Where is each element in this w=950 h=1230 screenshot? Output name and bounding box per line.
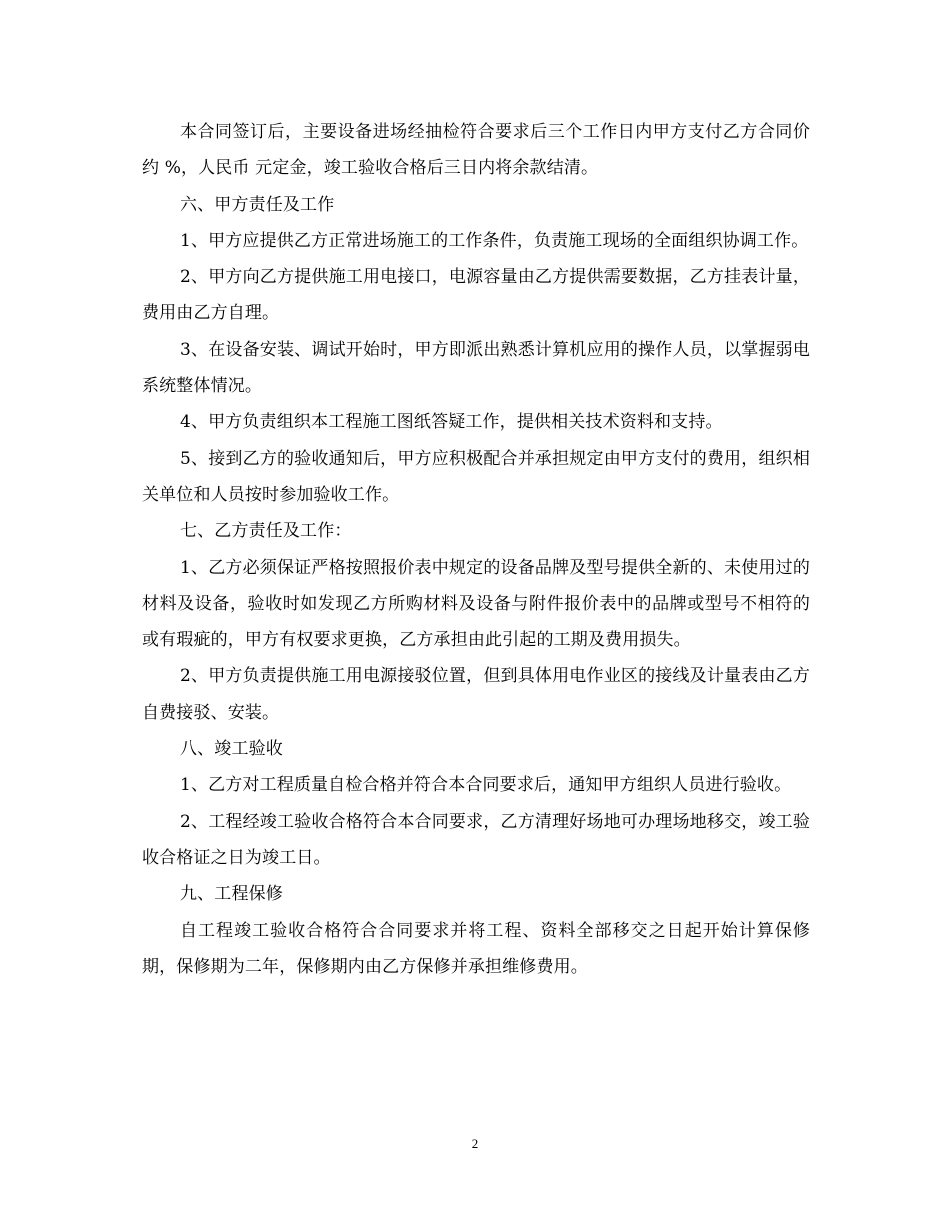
section-heading-acceptance: 八、竣工验收 <box>180 739 283 760</box>
paragraph-party-a-item-1: 1、甲方应提供乙方正常进场施工的工作条件，负责施工现场的全面组织协调工作。 <box>180 230 809 251</box>
page-number: 2 <box>471 1136 479 1151</box>
paragraph-acceptance-item-1: 1、乙方对工程质量自检合格并符合本合同要求后，通知甲方组织人员进行验收。 <box>180 775 792 796</box>
paragraph-party-a-item-2: 2、甲方向乙方提供施工用电接口，电源容量由乙方提供需要数据，乙方挂表计量，费用由乙方自理。 <box>142 267 810 324</box>
section-heading-party-a: 六、甲方责任及工作 <box>180 194 335 215</box>
section-heading-party-b: 七、乙方责任及工作： <box>180 521 352 542</box>
paragraph-party-b-item-2: 2、甲方负责提供施工用电源接驳位置，但到具体用电作业区的接线及计量表由乙方自费接驳、安装。 <box>142 666 810 723</box>
paragraph-party-b-item-1: 1、乙方必须保证严格按照报价表中规定的设备品牌及型号提供全新的、未使用过的材料及设备，验收时如发现乙方所购材料及设备与附件报价表中的品牌或型号不相符的或有瑕疵的，甲方有权要求更换，乙方承担由此引起的工期及费用损失。 <box>142 557 810 651</box>
paragraph-party-a-item-3: 3、在设备安装、调试开始时，甲方即派出熟悉计算机应用的操作人员，以掌握弱电系统整体情况。 <box>142 339 810 397</box>
section-heading-warranty: 九、工程保修 <box>180 884 283 905</box>
paragraph-payment-terms: 本合同签订后，主要设备进场经抽检符合要求后三个工作日内甲方支付乙方合同价约 %，人民币 元定金，竣工验收合格后三日内将余款结清。 <box>142 122 810 179</box>
paragraph-acceptance-item-2: 2、工程经竣工验收合格符合本合同要求，乙方清理好场地可办理场地移交，竣工验收合格证之日为竣工日。 <box>142 811 810 868</box>
document-body <box>142 114 810 985</box>
paragraph-party-a-item-4: 4、甲方负责组织本工程施工图纸答疑工作，提供相关技术资料和支持。 <box>180 412 723 433</box>
paragraph-warranty: 自工程竣工验收合格符合合同要求并将工程、资料全部移交之日起开始计算保修期，保修期为二年，保修期内由乙方保修并承担维修费用。 <box>142 920 810 977</box>
paragraph-party-a-item-5: 5、接到乙方的验收通知后，甲方应积极配合并承担规定由甲方支付的费用，组织相关单位和人员按时参加验收工作。 <box>142 448 810 505</box>
